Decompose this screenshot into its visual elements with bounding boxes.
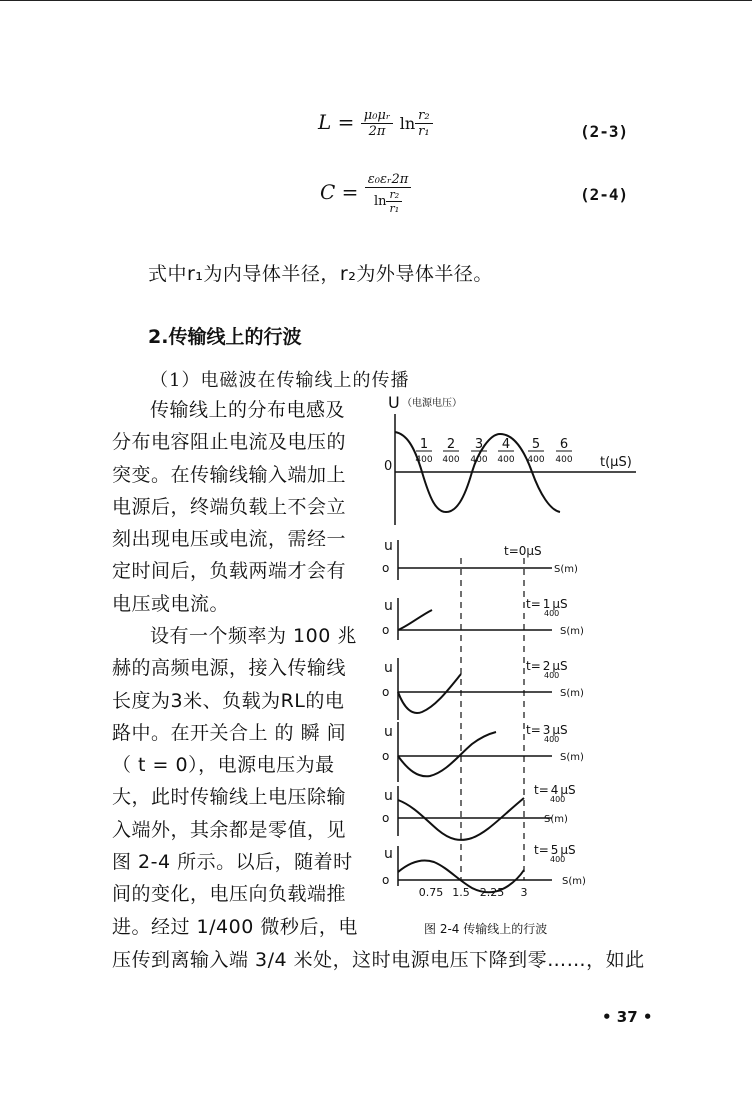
top-ylabel-note: （电源电压） (402, 398, 462, 409)
panel-t1 (382, 597, 584, 640)
time-label (442, 437, 459, 465)
paragraph-2-line: 路中。在开关合上 的 瞬 间 (112, 721, 347, 744)
panel-time-label: t= 4 μS (534, 783, 576, 797)
panel-ylabel: u (384, 660, 393, 676)
time-label (527, 437, 544, 465)
paragraph-1-line: 分布电容阻止电流及电压的 (112, 431, 347, 454)
page-number: • 37 • (602, 1008, 653, 1026)
panel-xlabel: S(m) (544, 814, 568, 825)
paragraph-1 (112, 394, 364, 620)
wave-curve (398, 674, 461, 713)
s-tick-label: 2.25 (479, 886, 505, 899)
svg-text:400: 400 (470, 455, 488, 465)
panel-xlabel: S(m) (560, 688, 584, 699)
panel-t2 (382, 658, 584, 720)
panel-time-label: t= 1 μS (526, 597, 568, 611)
paragraph-2-line: 大，此时传输线上电压除输 (112, 786, 347, 809)
time-label (555, 437, 572, 465)
paragraph-2-line: 设有一个频率为 100 兆 (150, 625, 357, 647)
top-time-labels (415, 437, 572, 465)
panel-time-den: 400 (550, 795, 566, 804)
panel-xlabel: S(m) (554, 564, 578, 575)
panel-origin: o (382, 623, 390, 637)
time-label (415, 437, 432, 465)
svg-text:6: 6 (559, 437, 569, 452)
paragraph-1-line: 电源后，终端负载上不会立 (112, 495, 347, 518)
paragraph-1-line: 定时间后，负载两端才会有 (112, 560, 347, 583)
panel-ylabel: u (384, 788, 393, 804)
svg-text:400: 400 (555, 455, 573, 465)
panel-t3 (382, 722, 584, 782)
panel-ylabel: u (384, 846, 393, 862)
top-origin: 0 (384, 459, 393, 474)
panel-origin: o (382, 685, 390, 699)
panel-time-den: 400 (544, 671, 560, 680)
svg-text:400: 400 (527, 455, 545, 465)
top-ylabel: U (388, 393, 400, 412)
panel-time-label: t= 2 μS (526, 659, 568, 673)
subsection-heading: （1）电磁波在传输线上的传播 (150, 370, 410, 391)
s-tick-label: 0.75 (418, 886, 444, 899)
paragraph-1-line: 电压或电流。 (112, 592, 230, 615)
paragraph-2-line: （ t = 0），电源电压为最 (112, 754, 335, 777)
equation-number-2-3: (2-3) (580, 122, 629, 141)
paragraph-1-line: 传输线上的分布电感及 (150, 399, 346, 421)
paragraph-1-line: 刻出现电压或电流，需经一 (112, 528, 347, 551)
svg-text:1: 1 (419, 437, 429, 452)
panel-time-label: t= 3 μS (526, 723, 568, 737)
paragraph-2-line: 图 2-4 所示。以后，随着时 (112, 851, 353, 874)
panel-time-den: 400 (544, 735, 560, 744)
paragraph-2-line: 进。经过 1/400 微秒后，电 (112, 915, 358, 938)
s-tick-label: 1.5 (452, 886, 470, 899)
panel-origin: o (382, 749, 390, 763)
definition-line: 式中r₁为内导体半径，r₂为外导体半径。 (148, 263, 493, 285)
figure-2-4 (374, 390, 654, 910)
figure-caption: 图 2-4 传输线上的行波 (424, 922, 548, 936)
svg-text:400: 400 (497, 455, 515, 465)
panel-xlabel: S(m) (562, 876, 586, 887)
panel-time-label: t=0μS (504, 544, 542, 558)
panel-origin: o (382, 873, 390, 887)
top-xlabel: t(μS) (600, 455, 632, 470)
svg-text:400: 400 (415, 455, 433, 465)
panel-ylabel: u (384, 724, 393, 740)
s-tick-label: 3 (520, 886, 528, 899)
panel-time-den: 400 (550, 855, 566, 864)
paragraph-2-line: 长度为3米、负载为RL的电 (112, 689, 345, 712)
wave-curve (398, 610, 432, 630)
svg-text:3: 3 (474, 437, 484, 452)
panel-t5 (382, 843, 586, 892)
panel-ylabel: u (384, 598, 393, 614)
panel-ylabel: u (384, 538, 393, 554)
paragraph-2 (112, 620, 364, 943)
svg-text:5: 5 (531, 437, 541, 452)
panel-xlabel: S(m) (560, 626, 584, 637)
wave-curve (398, 732, 496, 776)
paragraph-2-line: 赫的高频电源，接入传输线 (112, 657, 347, 680)
panel-time-den: 400 (544, 609, 560, 618)
time-label (470, 437, 487, 465)
paragraph-2-line: 间的变化，电压向负载端推 (112, 883, 347, 906)
panel-t4 (382, 783, 576, 840)
panel-t0 (382, 538, 578, 580)
top-edge-line (0, 0, 752, 1)
panel-origin: o (382, 811, 390, 825)
equation-2-3: L = $\frac{\text{μ₀μᵣ}}{2\pi}$ ln $\frac{\text{r₂}}{\text{r₁}}$ (318, 108, 433, 139)
panel-xlabel: S(m) (560, 752, 584, 763)
equation-number-2-4: (2-4) (580, 185, 629, 204)
paragraph-2-last-line: 压传到离输入端 3/4 米处，这时电源电压下降到零……，如此 (112, 949, 645, 971)
panel-time-label: t= 5 μS (534, 843, 576, 857)
svg-text:4: 4 (501, 437, 511, 452)
paragraph-1-line: 突变。在传输线输入端加上 (112, 463, 347, 486)
time-label (497, 437, 514, 465)
paragraph-2-line: 入端外，其余都是零值，见 (112, 818, 347, 841)
panel-origin: o (382, 561, 390, 575)
section-heading: 2.传输线上的行波 (148, 326, 302, 348)
svg-text:2: 2 (446, 437, 456, 452)
svg-text:400: 400 (442, 455, 460, 465)
equation-2-4: C = ε₀εᵣ2π ln $\frac{\text{r₂}}{\text{r₁}}$ (320, 172, 411, 215)
